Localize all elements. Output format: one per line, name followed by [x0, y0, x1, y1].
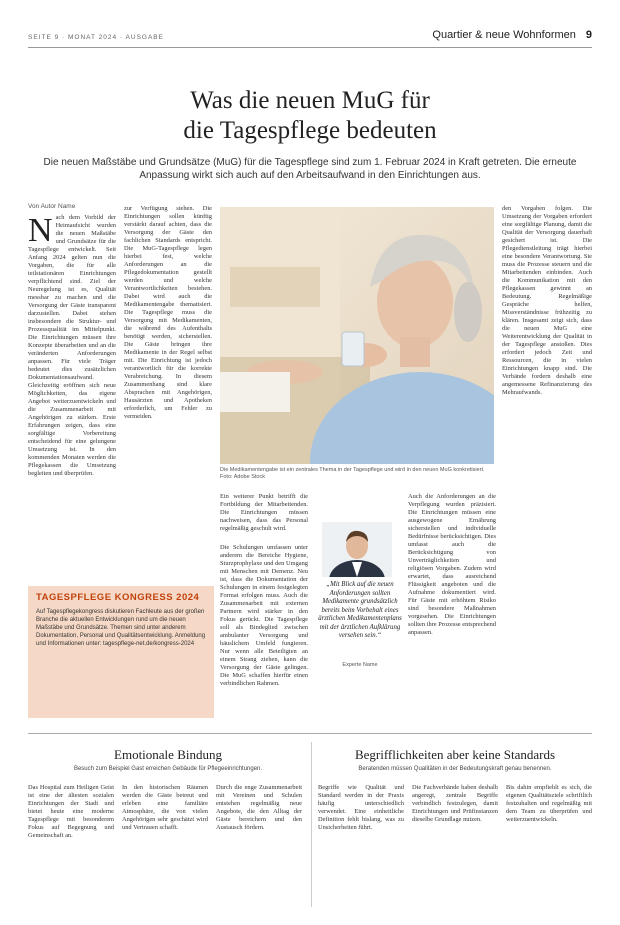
infobox-body: Auf Tagespflegekongress diskutieren Fachleute aus der großen Branche die aktuellen Entwicklungen rund um die neuen Maßstäbe und Grundsätze. Themen sind unter anderem Dokumentation, Personal und Qualitätsentwicklung. Anmeldung und Informationen unter: tagespflege-net.de/kongress-2024	[36, 609, 206, 647]
left-story-column-1: Das Hospital zum Heiligen Geist ist eine der ältesten sozialen Einrichtungen der Stadt und bietet heute eine moderne Tagespflege mit besonderem Fokus auf Begegnung und Gemeinschaft an.	[28, 784, 114, 839]
photo-caption: Die Medikamentengabe ist ein zentrales Thema in der Tagespflege und wird in den neuen MuG konkretisiert. Foto: Adobe Stock	[220, 467, 485, 480]
column-1-text: ach dem Vorbild der Heimaufsicht wurden die neuen Maßstäbe und Grundsätze für die Tagespflege entwickelt. Seit Anfang 2024 gelten nun die Vorgaben, die für alle teilstationären Einrichtungen verpflichtend sind. Ziel der Neuregelung ist es, Qualität messbar zu machen und die Versorgung der Gäste transparent darzustellen. Dabei stehen insbesondere die Struktur- und Prozessqualität im Mittelpunkt. Die Einrichtungen müssen ihre Konzepte überarbeiten und an die veränderten Anforderungen anpassen. Für viele Träger bedeutet dies zusätzlichen Dokumentationsaufwand. Gleichzeitig eröffnen sich neue Möglichkeiten, das eigene Angebot weiterzuentwickeln und die Zusammenarbeit mit Angehörigen zu stärken. Erste Erfahrungen zeigen, dass eine sorgfältige Vorbereitung entscheidend für eine gelungene Umsetzung ist. In den kommenden Monaten werden die Pflegekassen die Umsetzung begleiten und überprüfen.	[28, 214, 116, 477]
right-story-column-1: Begriffe wie Qualität und Standard werden in der Praxis häufig unterschiedlich verwendet. Eine einheitliche Definition fehlt bislang, was zu Unsicherheiten führt.	[318, 784, 404, 831]
congress-infobox	[28, 586, 214, 718]
header-rule	[28, 47, 592, 48]
story-divider	[311, 742, 312, 907]
quote-source: Experte Name	[342, 662, 378, 668]
byline: Von Autor Name	[28, 203, 76, 210]
article-column-3: Die Schulungen umfassen unter anderem die Bereiche Hygiene, Sturzprophylaxe und den Umgang mit Menschen mit Demenz. Neu ist, dass die Dokumentation der Schulungen in einem festgelegten Format erfolgen muss. Auch die Zusammenarbeit mit externen Partnern wird stärker in den Fokus gerückt. Die Tagespflege soll als Bindeglied zwischen ambulanter Versorgung und häuslichem Umfeld fungieren. Nur wenn alle Beteiligten an einem Strang ziehen, kann die Versorgung der Gäste gelingen. Die MuG schaffen hierfür einen verbindlichen Rahmen.	[220, 544, 308, 687]
section-header	[432, 29, 592, 41]
pull-quote: „Mit Blick auf die neuen Anforderungen sollten Medikamente grundsätzlich bereits beim Vorbehalt eines ärztlichen Medikamentenplans mit der ärztlichen Aufklärung versehen sein.“	[318, 581, 402, 639]
title-line-2: die Tagespflege bedeuten	[183, 117, 437, 144]
right-story-lead: Beratenden müssen Qualitäten in der Bedeutungskraft genau benennen.	[358, 766, 552, 772]
right-story-column-2: Die Fachverbände haben deshalb angeregt, zentrale Begriffe verbindlich festzulegen, damit Einrichtungen und Prüfinstanzen dieselbe Grundlage nutzen.	[412, 784, 498, 823]
article-column-4: Auch die Anforderungen an die Verpflegung wurden präzisiert. Die Einrichtungen müssen eine ausgewogene Ernährung sicherstellen und individuelle Bedürfnisse berücksichtigen. Dies umfasst auch die Berücksichtigung von Unverträglichkeiten und religiösen Vorgaben. Zudem wird erwartet, dass ausreichend Flüssigkeit angeboten und die Aufnahme dokumentiert wird. Für Gäste mit erhöhtem Risiko sind besondere Maßnahmen vorgesehen. Die Einrichtungen sollten ihre Prozesse entsprechend anpassen.	[408, 493, 496, 636]
article-photo	[220, 207, 494, 464]
right-story-column-3: Bis dahin empfiehlt es sich, die eigenen Qualitätsziele schriftlich festzuhalten und regelmäßig mit dem Team zu überprüfen und weiterzuentwickeln.	[506, 784, 592, 823]
title-line-1: Was die neuen MuG für	[190, 87, 430, 114]
article-title	[0, 86, 620, 146]
left-story-heading: Emotionale Bindung	[114, 747, 222, 762]
article-column-2: zur Verfügung stehen. Die Einrichtungen sollen künftig verstärkt darauf achten, dass die Versorgung der Gäste den fachlichen Standards entspricht. Die MuG-Tagespflege legen hierbei fest, welche Anforderungen an die Pflegedokumentation gestellt werden und welche Verantwortlichkeiten bestehen. Dabei wird auch die Medikamentengabe thematisiert. Die Tagespflege muss die Versorgung mit Medikamenten, die während des Aufenthalts benötigt werden, sicherstellen. Die Gäste bringen ihre Medikamente in der Regel selbst mit. Die Einrichtung ist jedoch verantwortlich für die korrekte Verabreichung. In diesem Zusammenhang sind klare Absprachen mit Angehörigen, Hausärzten und Apotheken erforderlich, um Fehler zu vermeiden.	[124, 205, 212, 420]
drop-cap: N	[28, 214, 53, 249]
infobox-title: TAGESPFLEGE KONGRESS 2024	[36, 592, 200, 603]
left-story-column-2: In den historischen Räumen werden die Gäste betreut und erleben eine familiäre Atmosphäre, die von vielen Angehörigen sehr geschätzt wird und Vertrauen schafft.	[122, 784, 208, 831]
left-story-lead: Besuch zum Beispiel Gast erreichen Gebäude für Pflegeeinrichtungen.	[73, 766, 263, 772]
section-title: Quartier & neue Wohnformen	[432, 29, 576, 41]
right-story-heading: Begrifflichkeiten aber keine Standards	[354, 747, 556, 762]
article-column-1	[28, 214, 116, 579]
left-story-column-3: Durch die enge Zusammenarbeit mit Vereinen und Schulen entstehen regelmäßig neue Angebote, die den Alltag der Gäste bereichern und den Austausch fördern.	[216, 784, 302, 831]
article-lead: Die neuen Maßstäbe und Grundsätze (MuG) für die Tagespflege sind zum 1. Februar 2024 in Kraft getreten. Die erneute Anpassung wirkt sich auch auf den Arbeitsaufwand in den Einrichtungen aus.	[43, 157, 577, 181]
page-number: 9	[585, 29, 592, 41]
article-column-5: den Vorgaben folgen. Die Umsetzung der Vorgaben erfordert eine sorgfältige Planung, damit die Qualität der Versorgung dauerhaft gesichert ist. Die Pflegedienstleitung trägt hierbei eine besondere Verantwortung. Sie muss die Prozesse steuern und die Mitarbeitenden einbinden. Auch die Kommunikation mit den Pflegekassen gewinnt an Bedeutung. Regelmäßige Gespräche helfen, Missverständnisse frühzeitig zu klären. Insgesamt zeigt sich, dass die neuen MuG eine Weiterentwicklung der Qualität in der Tagespflege anstoßen. Dies erfordert jedoch Zeit und Ressourcen, die in vielen Einrichtungen knapp sind. Die Verbände fordern deshalb eine angemessene Refinanzierung des Mehraufwands.	[502, 205, 592, 396]
expert-portrait	[322, 522, 392, 577]
section-separator	[28, 733, 592, 734]
article-column-3-top: Ein weiterer Punkt betrifft die Fortbildung der Mitarbeitenden. Die Einrichtungen müssen nachweisen, dass das Personal regelmäßig geschult wird.	[220, 493, 308, 532]
running-header: SEITE 9 · MONAT 2024 · AUSGABE	[28, 34, 164, 41]
